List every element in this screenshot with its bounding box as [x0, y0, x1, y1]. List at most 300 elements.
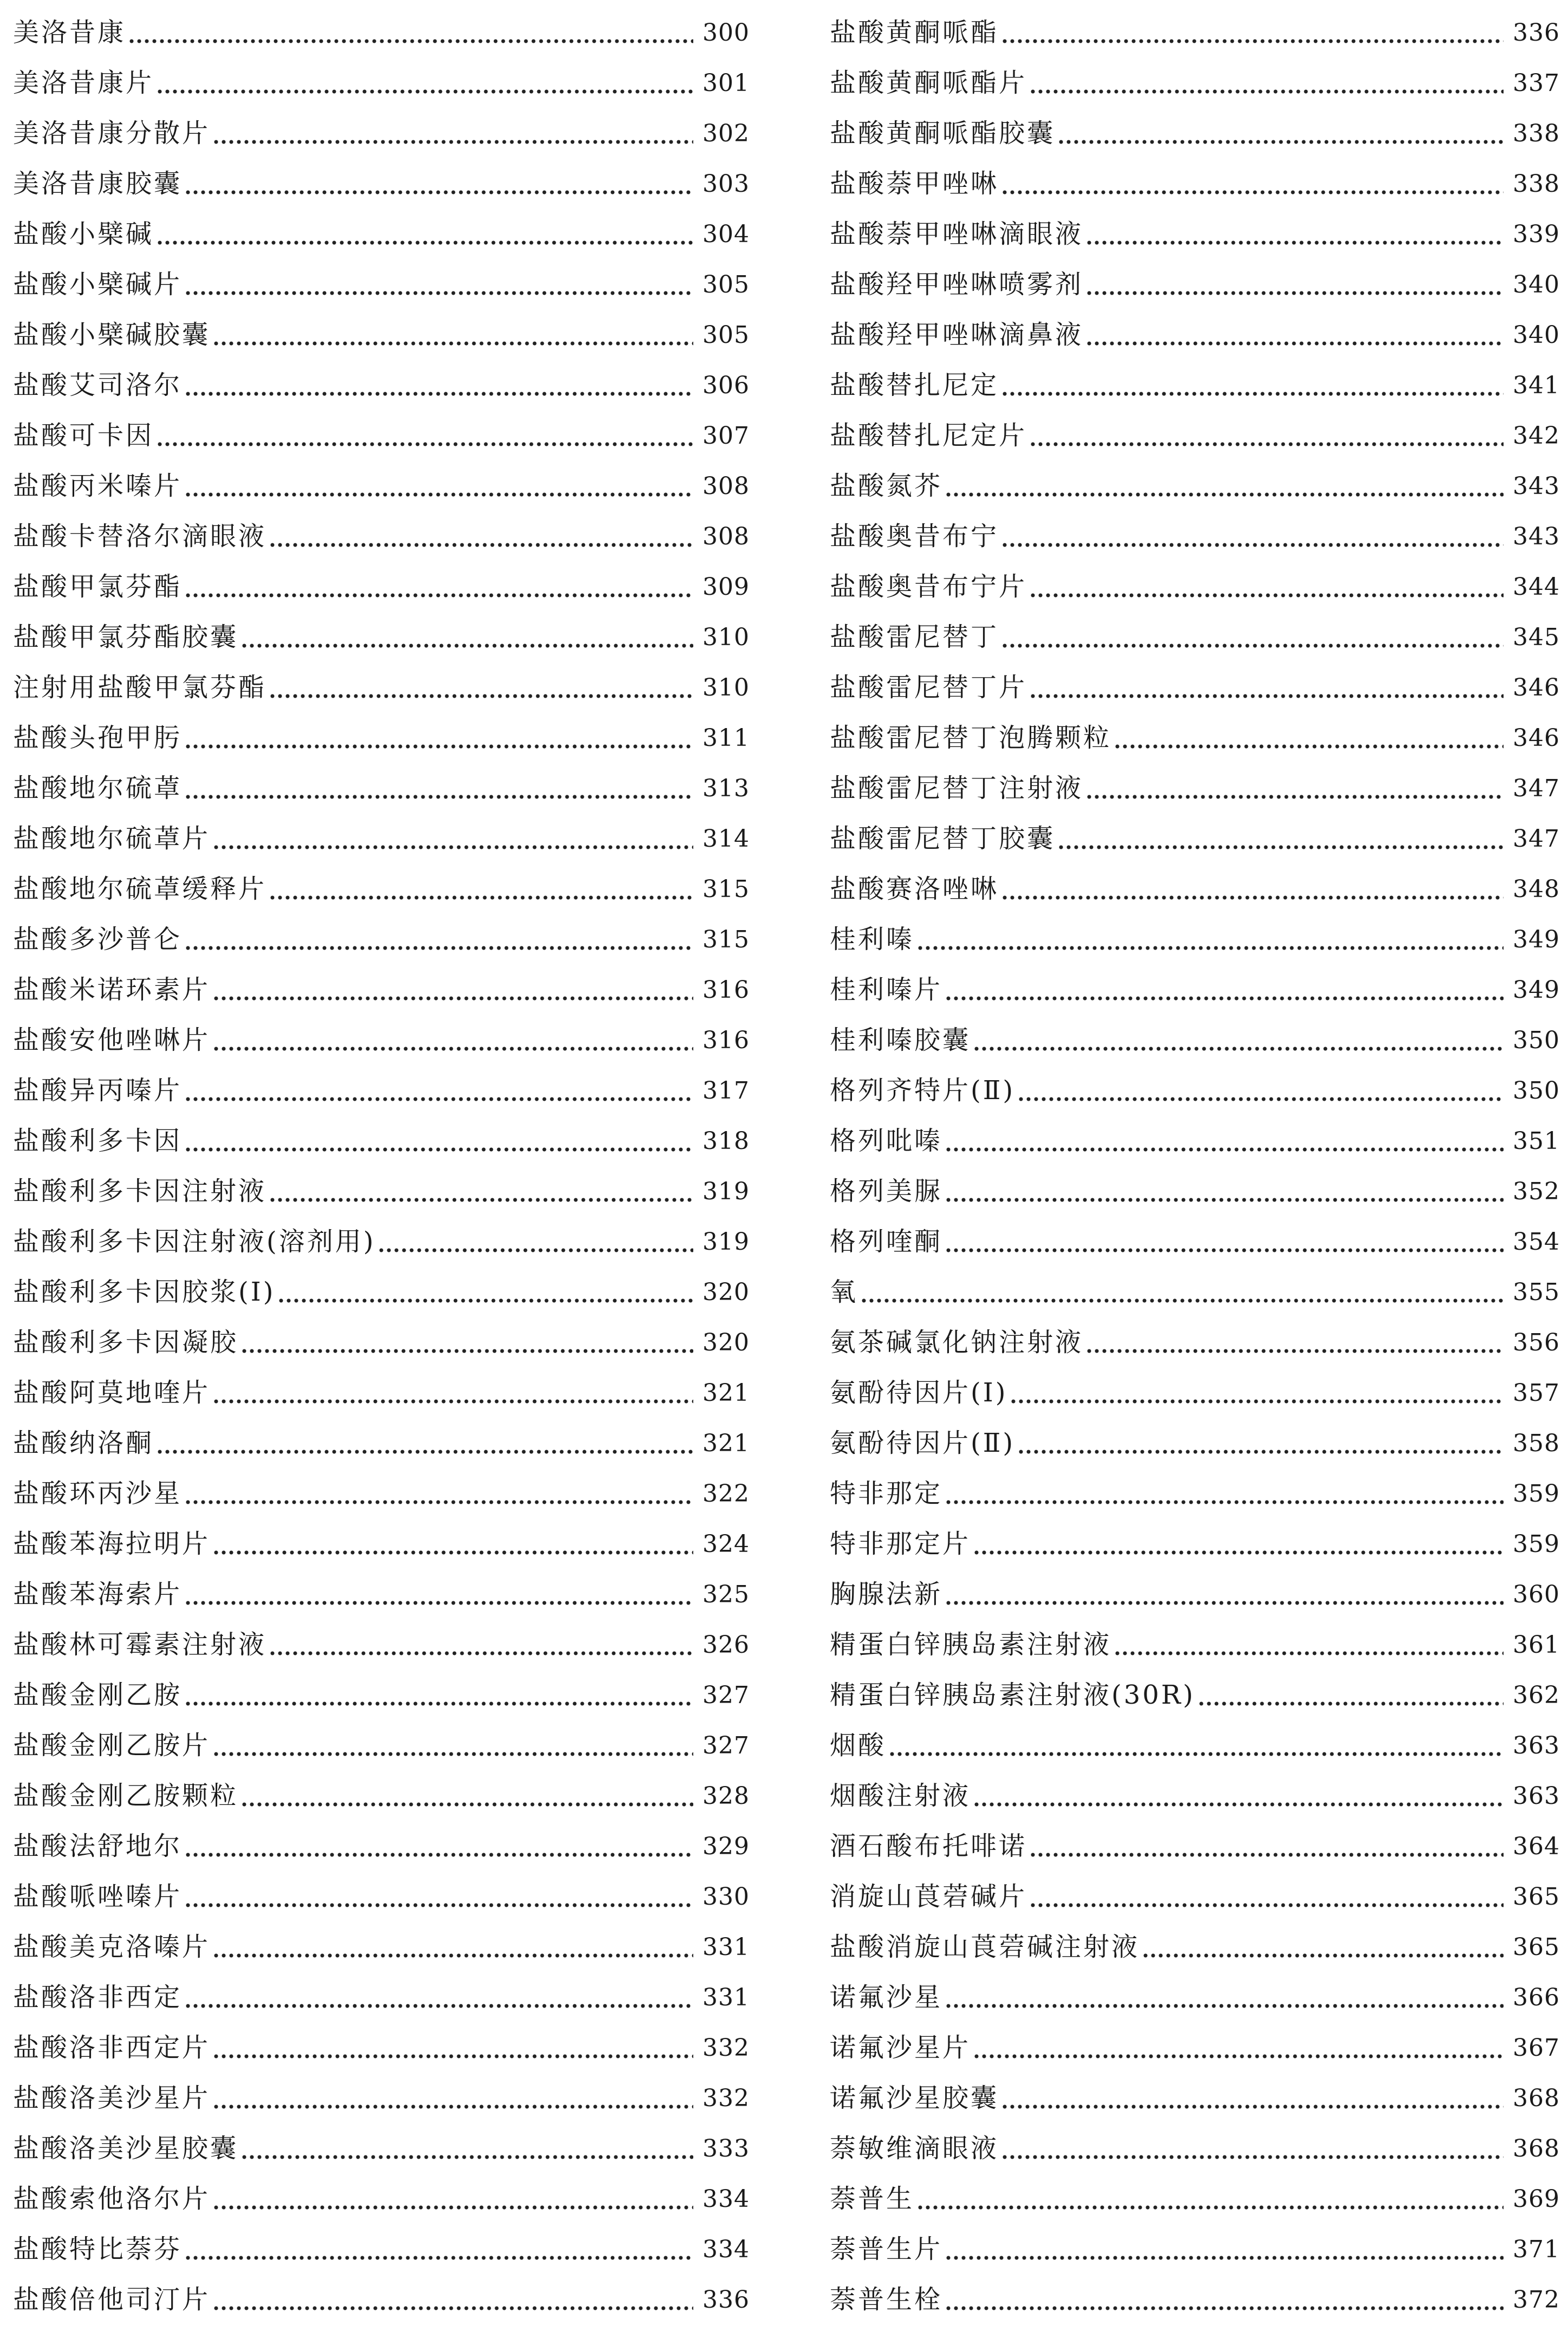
- index-entry: [830, 1267, 1560, 1317]
- dot-leader: [240, 2123, 693, 2174]
- dot-leader: [973, 2023, 1504, 2073]
- dot-leader: [184, 259, 693, 310]
- entry-page-number: 362: [1513, 1681, 1560, 1709]
- index-entry: [830, 1569, 1560, 1620]
- index-entry: [830, 2224, 1560, 2275]
- entry-title: 盐酸替扎尼定: [830, 370, 999, 400]
- entry-title: 萘普生栓: [830, 2284, 943, 2315]
- entry-title: 盐酸雷尼替丁片: [830, 672, 1027, 703]
- index-entry: [830, 1368, 1560, 1418]
- entry-page-number: 326: [702, 1631, 750, 1659]
- entry-page-number: 300: [702, 19, 750, 47]
- index-entry: [830, 8, 1560, 58]
- entry-page-number: 348: [1513, 875, 1560, 903]
- entry-page-number: 369: [1513, 2185, 1560, 2213]
- dot-leader: [184, 1821, 693, 1872]
- entry-title: 盐酸小檗碱: [13, 219, 154, 249]
- entry-title: 盐酸苯海索片: [13, 1579, 183, 1609]
- entry-page-number: 328: [702, 1782, 750, 1810]
- entry-title: 盐酸赛洛唑啉: [830, 874, 999, 904]
- entry-title: 盐酸羟甲唑啉喷雾剂: [830, 269, 1084, 300]
- entry-title: 氨酚待因片(Ⅰ): [830, 1378, 1008, 1408]
- dot-leader: [1085, 763, 1504, 814]
- dot-leader: [1001, 8, 1504, 58]
- entry-title: 盐酸索他洛尔片: [13, 2184, 211, 2214]
- entry-title: 盐酸利多卡因凝胶: [13, 1327, 239, 1358]
- entry-page-number: 349: [1513, 926, 1560, 953]
- entry-title: 酒石酸布托啡诺: [830, 1831, 1027, 1861]
- entry-page-number: 338: [1513, 170, 1560, 198]
- entry-title: 盐酸洛美沙星胶囊: [13, 2133, 239, 2164]
- dot-leader: [888, 1720, 1504, 1771]
- dot-leader: [945, 1569, 1504, 1620]
- dot-leader: [860, 1267, 1504, 1317]
- entry-page-number: 350: [1513, 1027, 1560, 1054]
- entry-title: 盐酸黄酮哌酯: [830, 17, 999, 48]
- entry-title: 盐酸艾司洛尔: [13, 370, 183, 400]
- dot-leader: [973, 1015, 1504, 1066]
- dot-leader: [184, 1469, 693, 1519]
- entry-page-number: 365: [1513, 1933, 1560, 1961]
- index-entry: [13, 1166, 750, 1217]
- dot-leader: [212, 310, 693, 360]
- index-entry: [13, 360, 750, 411]
- entry-title: 盐酸黄酮哌酯胶囊: [830, 118, 1056, 148]
- index-entry: [13, 1670, 750, 1720]
- index-entry: [13, 511, 750, 562]
- entry-title: 盐酸洛非西定: [13, 1982, 183, 2012]
- index-entry: [13, 259, 750, 310]
- dot-leader: [1001, 612, 1504, 663]
- index-entry: [830, 461, 1560, 511]
- dot-leader: [212, 108, 693, 159]
- index-entry: [13, 1519, 750, 1569]
- entry-title: 桂利嗪: [830, 924, 915, 954]
- entry-page-number: 356: [1513, 1329, 1560, 1356]
- dot-leader: [184, 1116, 693, 1166]
- dot-leader: [916, 2174, 1504, 2224]
- dot-leader: [1001, 360, 1504, 411]
- index-entry: [830, 814, 1560, 864]
- dot-leader: [1029, 58, 1504, 108]
- entry-title: 精蛋白锌胰岛素注射液(30R): [830, 1680, 1195, 1710]
- dot-leader: [945, 1217, 1504, 1267]
- entry-title: 氨茶碱氯化钠注射液: [830, 1327, 1084, 1358]
- dot-leader: [212, 2174, 693, 2224]
- entry-page-number: 359: [1513, 1530, 1560, 1558]
- index-entry: [13, 108, 750, 159]
- entry-page-number: 336: [1513, 19, 1560, 47]
- index-entry: [830, 1217, 1560, 1267]
- index-entry: [13, 1922, 750, 1972]
- dot-leader: [1057, 814, 1504, 864]
- dot-leader: [212, 2023, 693, 2073]
- entry-title: 盐酸多沙普仑: [13, 924, 183, 954]
- entry-title: 盐酸倍他司汀片: [13, 2284, 211, 2315]
- dot-leader: [277, 1267, 693, 1317]
- entry-title: 盐酸异丙嗪片: [13, 1075, 183, 1106]
- index-entry: [830, 2275, 1560, 2325]
- entry-page-number: 306: [702, 372, 750, 399]
- dot-leader: [1001, 159, 1504, 209]
- entry-title: 盐酸奥昔布宁片: [830, 571, 1027, 602]
- dot-leader: [212, 814, 693, 864]
- entry-title: 美洛昔康胶囊: [13, 168, 183, 199]
- index-entry: [13, 1972, 750, 2023]
- index-entry: [830, 562, 1560, 612]
- index-entry: [13, 612, 750, 663]
- index-entry: [13, 2023, 750, 2073]
- entry-title: 盐酸雷尼替丁泡腾颗粒: [830, 723, 1112, 753]
- entry-page-number: 320: [702, 1278, 750, 1306]
- index-entry: [830, 1519, 1560, 1569]
- index-entry: [13, 310, 750, 360]
- dot-leader: [1010, 1368, 1504, 1418]
- entry-title: 萘敏维滴眼液: [830, 2133, 999, 2164]
- entry-title: 烟酸注射液: [830, 1781, 971, 1811]
- entry-page-number: 355: [1513, 1278, 1560, 1306]
- index-entry: [13, 1066, 750, 1116]
- dot-leader: [269, 864, 693, 914]
- entry-title: 盐酸甲氯芬酯: [13, 571, 183, 602]
- entry-page-number: 329: [702, 1833, 750, 1860]
- dot-leader: [1029, 1872, 1504, 1922]
- entry-title: 氨酚待因片(Ⅱ): [830, 1428, 1016, 1458]
- entry-page-number: 343: [1513, 472, 1560, 500]
- entry-page-number: 367: [1513, 2034, 1560, 2062]
- index-entry: [830, 1620, 1560, 1670]
- dot-leader: [184, 713, 693, 763]
- entry-title: 盐酸甲氯芬酯胶囊: [13, 622, 239, 652]
- entry-page-number: 338: [1513, 120, 1560, 147]
- index-entry: [13, 1821, 750, 1872]
- entry-title: 精蛋白锌胰岛素注射液: [830, 1629, 1112, 1660]
- entry-page-number: 315: [702, 926, 750, 953]
- dot-leader: [184, 562, 693, 612]
- index-entry: [830, 612, 1560, 663]
- entry-title: 盐酸羟甲唑啉滴鼻液: [830, 320, 1084, 350]
- dot-leader: [378, 1217, 693, 1267]
- dot-leader: [184, 159, 693, 209]
- entry-page-number: 352: [1513, 1178, 1560, 1205]
- index-entry: [830, 1872, 1560, 1922]
- dot-leader: [1029, 411, 1504, 461]
- entry-title: 盐酸地尔硫䓬片: [13, 823, 211, 854]
- dot-leader: [184, 1569, 693, 1620]
- index-entry: [830, 663, 1560, 713]
- entry-page-number: 315: [702, 875, 750, 903]
- entry-title: 诺氟沙星: [830, 1982, 943, 2012]
- entry-page-number: 342: [1513, 422, 1560, 450]
- index-entry: [830, 763, 1560, 814]
- entry-title: 盐酸环丙沙星: [13, 1478, 183, 1509]
- entry-title: 特非那定: [830, 1478, 943, 1509]
- entry-title: 盐酸地尔硫䓬: [13, 773, 183, 803]
- entry-page-number: 336: [702, 2286, 750, 2314]
- entry-page-number: 305: [702, 321, 750, 349]
- entry-title: 盐酸可卡因: [13, 420, 154, 451]
- dot-leader: [1029, 1821, 1504, 1872]
- entry-page-number: 309: [702, 573, 750, 601]
- entry-page-number: 318: [702, 1127, 750, 1155]
- entry-page-number: 314: [702, 825, 750, 853]
- index-entry: [830, 411, 1560, 461]
- index-entry: [13, 1771, 750, 1821]
- entry-title: 盐酸头孢甲肟: [13, 723, 183, 753]
- index-entry: [13, 58, 750, 108]
- index-entry: [13, 1720, 750, 1771]
- dot-leader: [1029, 663, 1504, 713]
- index-entry: [13, 763, 750, 814]
- entry-title: 盐酸洛美沙星片: [13, 2083, 211, 2113]
- dot-leader: [128, 8, 693, 58]
- entry-page-number: 334: [702, 2185, 750, 2213]
- index-entry: [830, 360, 1560, 411]
- dot-leader: [1085, 1317, 1504, 1368]
- dot-leader: [184, 1872, 693, 1922]
- entry-page-number: 310: [702, 624, 750, 651]
- index-entry: [13, 864, 750, 914]
- dot-leader: [945, 1116, 1504, 1166]
- index-entry: [830, 1670, 1560, 1720]
- entry-title: 盐酸雷尼替丁: [830, 622, 999, 652]
- entry-page-number: 349: [1513, 976, 1560, 1004]
- dot-leader: [1085, 310, 1504, 360]
- entry-page-number: 368: [1513, 2084, 1560, 2112]
- dot-leader: [212, 1720, 693, 1771]
- entry-page-number: 327: [702, 1681, 750, 1709]
- entry-title: 盐酸金刚乙胺颗粒: [13, 1781, 239, 1811]
- entry-page-number: 361: [1513, 1631, 1560, 1659]
- entry-title: 盐酸萘甲唑啉: [830, 168, 999, 199]
- dot-leader: [212, 1368, 693, 1418]
- entry-title: 注射用盐酸甲氯芬酯: [13, 672, 267, 703]
- dot-leader: [1198, 1670, 1504, 1720]
- entry-title: 盐酸利多卡因胶浆(Ⅰ): [13, 1277, 276, 1307]
- entry-title: 盐酸米诺环素片: [13, 975, 211, 1005]
- entry-page-number: 363: [1513, 1732, 1560, 1759]
- index-entry: [13, 209, 750, 259]
- entry-page-number: 332: [702, 2034, 750, 2062]
- entry-title: 桂利嗪片: [830, 975, 943, 1005]
- dot-leader: [184, 360, 693, 411]
- entry-title: 盐酸利多卡因: [13, 1126, 183, 1156]
- entry-page-number: 358: [1513, 1430, 1560, 1457]
- index-entry: [13, 663, 750, 713]
- dot-leader: [240, 1771, 693, 1821]
- entry-page-number: 340: [1513, 321, 1560, 349]
- entry-page-number: 339: [1513, 220, 1560, 248]
- entry-title: 盐酸替扎尼定片: [830, 420, 1027, 451]
- index-entry: [830, 2123, 1560, 2174]
- entry-title: 盐酸丙米嗪片: [13, 471, 183, 501]
- entry-page-number: 363: [1513, 1782, 1560, 1810]
- index-entry: [830, 914, 1560, 965]
- entry-title: 盐酸美克洛嗪片: [13, 1932, 211, 1962]
- index-entry: [13, 1872, 750, 1922]
- entry-title: 美洛昔康分散片: [13, 118, 211, 148]
- dot-leader: [1114, 713, 1504, 763]
- entry-page-number: 319: [702, 1228, 750, 1256]
- entry-page-number: 310: [702, 674, 750, 702]
- index-entry: [13, 562, 750, 612]
- entry-page-number: 308: [702, 523, 750, 550]
- index-entry: [830, 1771, 1560, 1821]
- entry-page-number: 304: [702, 220, 750, 248]
- dot-leader: [1085, 209, 1504, 259]
- index-entry: [830, 1821, 1560, 1872]
- entry-page-number: 311: [702, 724, 750, 752]
- entry-page-number: 331: [702, 1984, 750, 2011]
- index-entry: [830, 108, 1560, 159]
- dot-leader: [184, 1670, 693, 1720]
- entry-page-number: 327: [702, 1732, 750, 1759]
- entry-page-number: 321: [702, 1379, 750, 1407]
- entry-page-number: 334: [702, 2236, 750, 2263]
- index-entry: [830, 159, 1560, 209]
- index-entry: [830, 1418, 1560, 1469]
- dot-leader: [269, 663, 693, 713]
- index-entry: [13, 2123, 750, 2174]
- index-entry: [13, 1620, 750, 1670]
- entry-title: 盐酸特比萘芬: [13, 2234, 183, 2264]
- entry-page-number: 346: [1513, 724, 1560, 752]
- index-entry: [13, 1469, 750, 1519]
- entry-title: 氧: [830, 1277, 858, 1307]
- index-entry: [13, 2073, 750, 2123]
- entry-title: 盐酸纳洛酮: [13, 1428, 154, 1458]
- entry-title: 格列喹酮: [830, 1226, 943, 1257]
- entry-title: 萘普生: [830, 2184, 915, 2214]
- index-entry: [830, 1317, 1560, 1368]
- dot-leader: [269, 1166, 693, 1217]
- entry-title: 消旋山莨菪碱片: [830, 1881, 1027, 1912]
- dot-leader: [184, 763, 693, 814]
- dot-leader: [184, 1066, 693, 1116]
- index-entry: [13, 159, 750, 209]
- dot-leader: [269, 511, 693, 562]
- entry-page-number: 301: [702, 69, 750, 97]
- index-entry: [830, 1066, 1560, 1116]
- entry-title: 盐酸小檗碱片: [13, 269, 183, 300]
- entry-title: 格列吡嗪: [830, 1126, 943, 1156]
- entry-page-number: 325: [702, 1581, 750, 1608]
- entry-title: 盐酸金刚乙胺片: [13, 1730, 211, 1761]
- index-entry: [830, 1469, 1560, 1519]
- dot-leader: [240, 612, 693, 663]
- entry-page-number: 344: [1513, 573, 1560, 601]
- dot-leader: [212, 965, 693, 1015]
- entry-page-number: 322: [702, 1480, 750, 1508]
- entry-page-number: 360: [1513, 1581, 1560, 1608]
- entry-title: 盐酸卡替洛尔滴眼液: [13, 521, 267, 551]
- index-entry: [13, 1569, 750, 1620]
- entry-page-number: 347: [1513, 775, 1560, 802]
- entry-title: 诺氟沙星片: [830, 2032, 971, 2063]
- entry-title: 盐酸雷尼替丁胶囊: [830, 823, 1056, 854]
- entry-title: 萘普生片: [830, 2234, 943, 2264]
- entry-title: 格列美脲: [830, 1176, 943, 1206]
- entry-title: 桂利嗪胶囊: [830, 1025, 971, 1055]
- entry-page-number: 330: [702, 1883, 750, 1911]
- entry-title: 盐酸林可霉素注射液: [13, 1629, 267, 1660]
- entry-page-number: 302: [702, 120, 750, 147]
- entry-title: 诺氟沙星胶囊: [830, 2083, 999, 2113]
- index-entry: [13, 814, 750, 864]
- dot-leader: [973, 1519, 1504, 1569]
- index-entry: [830, 259, 1560, 310]
- entry-title: 盐酸消旋山莨菪碱注射液: [830, 1932, 1140, 1962]
- entry-page-number: 357: [1513, 1379, 1560, 1407]
- entry-page-number: 319: [702, 1178, 750, 1205]
- dot-leader: [156, 1418, 693, 1469]
- index-entry: [13, 1317, 750, 1368]
- entry-title: 盐酸哌唑嗪片: [13, 1881, 183, 1912]
- entry-title: 盐酸萘甲唑啉滴眼液: [830, 219, 1084, 249]
- index-entry: [830, 864, 1560, 914]
- entry-title: 美洛昔康片: [13, 68, 154, 98]
- entry-page-number: 307: [702, 422, 750, 450]
- entry-title: 盐酸阿莫地喹片: [13, 1378, 211, 1408]
- entry-page-number: 364: [1513, 1833, 1560, 1860]
- dot-leader: [156, 58, 693, 108]
- index-entry: [13, 461, 750, 511]
- entry-title: 盐酸安他唑啉片: [13, 1025, 211, 1055]
- dot-leader: [1001, 2123, 1504, 2174]
- entry-page-number: 368: [1513, 2135, 1560, 2162]
- dot-leader: [1017, 1066, 1504, 1116]
- dot-leader: [945, 461, 1504, 511]
- entry-title: 盐酸利多卡因注射液: [13, 1176, 267, 1206]
- entry-page-number: 308: [702, 472, 750, 500]
- index-entry: [830, 1720, 1560, 1771]
- entry-page-number: 332: [702, 2084, 750, 2112]
- dot-leader: [945, 1972, 1504, 2023]
- entry-page-number: 337: [1513, 69, 1560, 97]
- dot-leader: [1017, 1418, 1504, 1469]
- entry-title: 美洛昔康: [13, 17, 126, 48]
- index-entry: [830, 511, 1560, 562]
- dot-leader: [945, 1166, 1504, 1217]
- entry-title: 盐酸法舒地尔: [13, 1831, 183, 1861]
- dot-leader: [945, 1469, 1504, 1519]
- dot-leader: [212, 2073, 693, 2123]
- index-entry: [830, 1015, 1560, 1066]
- entry-title: 盐酸雷尼替丁注射液: [830, 773, 1084, 803]
- entry-page-number: 372: [1513, 2286, 1560, 2314]
- entry-page-number: 321: [702, 1430, 750, 1457]
- dot-leader: [184, 461, 693, 511]
- dot-leader: [973, 1771, 1504, 1821]
- dot-leader: [1001, 2073, 1504, 2123]
- entry-page-number: 341: [1513, 372, 1560, 399]
- dot-leader: [1085, 259, 1504, 310]
- index-entry: [830, 209, 1560, 259]
- dot-leader: [184, 1972, 693, 2023]
- entry-page-number: 340: [1513, 271, 1560, 298]
- dot-leader: [945, 2224, 1504, 2275]
- entry-title: 烟酸: [830, 1730, 887, 1761]
- index-entry: [13, 1116, 750, 1166]
- entry-title: 盐酸小檗碱胶囊: [13, 320, 211, 350]
- dot-leader: [156, 411, 693, 461]
- index-column-left: [13, 8, 750, 2325]
- entry-page-number: 365: [1513, 1883, 1560, 1911]
- entry-page-number: 366: [1513, 1984, 1560, 2011]
- entry-title: 盐酸利多卡因注射液(溶剂用): [13, 1226, 376, 1257]
- entry-page-number: 343: [1513, 523, 1560, 550]
- dot-leader: [212, 2275, 693, 2325]
